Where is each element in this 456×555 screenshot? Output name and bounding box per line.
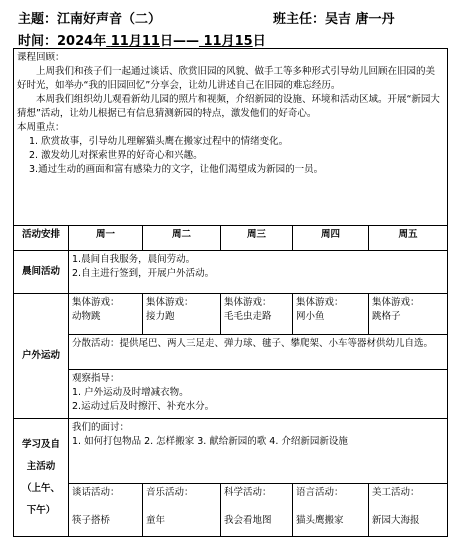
teacher-label: 班主任： — [273, 12, 326, 27]
header-fri: 周五 — [369, 226, 448, 251]
study-label: 学习及自 主活动 （上午、 下午） — [14, 419, 69, 537]
end-day-word: 日 — [252, 34, 266, 49]
focus-item: 1. 欣赏故事，引导幼儿理解猫头鹰在搬家过程中的情绪变化。 — [29, 136, 289, 147]
talk-content: 1. 如何打包物品 2. 怎样搬家 3. 献给新园的歌 4. 介绍新园新设施 — [72, 436, 348, 447]
header-tue: 周二 — [143, 226, 221, 251]
outdoor-game-thu: 集体游戏： 网小鱼 — [293, 294, 369, 335]
outdoor-game-tue: 集体游戏： 接力跑 — [143, 294, 221, 335]
topic-line — [18, 8, 161, 27]
course-review — [14, 49, 448, 226]
guide-title: 观察指导： — [72, 373, 120, 384]
outdoor-label: 户外运动 — [14, 294, 69, 419]
teacher-line — [273, 8, 395, 27]
morning-line: 2.自主进行签到，开展户外活动。 — [72, 268, 215, 279]
plan-table — [13, 48, 448, 537]
lesson-fri: 美工活动： 新园大海报 — [369, 484, 448, 537]
lesson-mon: 谈话活动： 筷子搭桥 — [69, 484, 143, 537]
time-label: 时间： — [18, 34, 58, 49]
teacher-value: 吴吉 唐一丹 — [325, 12, 395, 27]
morning-line: 1.晨间自我服务，晨间劳动。 — [72, 254, 196, 265]
plan-table-wrap — [13, 48, 447, 550]
focus-title: 本周重点： — [17, 122, 65, 133]
header-wed: 周三 — [221, 226, 293, 251]
guide-line: 2.运动过后及时擦汗、补充水分。 — [72, 401, 215, 412]
header-mon: 周一 — [69, 226, 143, 251]
morning-label: 晨间活动 — [14, 251, 69, 294]
outdoor-game-wed: 集体游戏： 毛毛虫走路 — [221, 294, 293, 335]
review-title: 课程回顾： — [17, 52, 65, 63]
lesson-wed: 科学活动： 我会看地图 — [221, 484, 293, 537]
header-activity: 活动安排 — [14, 226, 69, 251]
start-month: 11月11 — [110, 34, 160, 49]
outdoor-guide — [69, 370, 448, 419]
header-thu: 周四 — [293, 226, 369, 251]
date-line — [18, 30, 266, 49]
lesson-tue: 音乐活动： 童年 — [143, 484, 221, 537]
focus-item: 2. 激发幼儿对探索世界的好奇心和兴趣。 — [29, 150, 203, 161]
focus-item: 3.通过生动的画面和富有感染力的文字，让他们渴望成为新园的一员。 — [29, 164, 324, 175]
topic-label: 主题： — [18, 12, 58, 27]
review-paragraph-2: 本周我们组织幼儿观看新幼儿园的照片和视频，介绍新园的设施、环境和活动区域。开展“新园大猜想”活动，让幼儿根据已有信息猜测新园的特点，激发他们的好奇心。 — [17, 94, 440, 119]
end-date: 11月15 — [203, 34, 253, 49]
outdoor-split: 分散活动：提供尾巴、两人三足走、弹力球、毽子、攀爬架、小车等器材供幼儿自选。 — [69, 335, 448, 370]
date-dash: —— — [172, 34, 199, 49]
outdoor-game-mon: 集体游戏： 动物跳 — [69, 294, 143, 335]
year: 2024年 — [57, 34, 107, 49]
review-paragraph-1: 上周我们和孩子们一起通过谈话、欣赏旧园的风貌、做手工等多种形式引导幼儿回顾在旧园的美好时光，如举办“我的旧园回忆”分享会，让幼儿讲述自己在旧园的难忘经历。 — [17, 66, 436, 91]
guide-line: 1. 户外运动及时增减衣物。 — [72, 387, 189, 398]
outdoor-game-fri: 集体游戏： 跳格子 — [369, 294, 448, 335]
topic-value: 江南好声音（二） — [57, 12, 162, 27]
start-day-word: 日 — [159, 34, 173, 49]
morning-content — [69, 251, 448, 294]
study-talk — [69, 419, 448, 484]
schedule-header-row — [14, 226, 448, 251]
talk-title: 我们的面讨： — [72, 422, 130, 433]
lesson-thu: 语言活动： 猫头鹰搬家 — [293, 484, 369, 537]
